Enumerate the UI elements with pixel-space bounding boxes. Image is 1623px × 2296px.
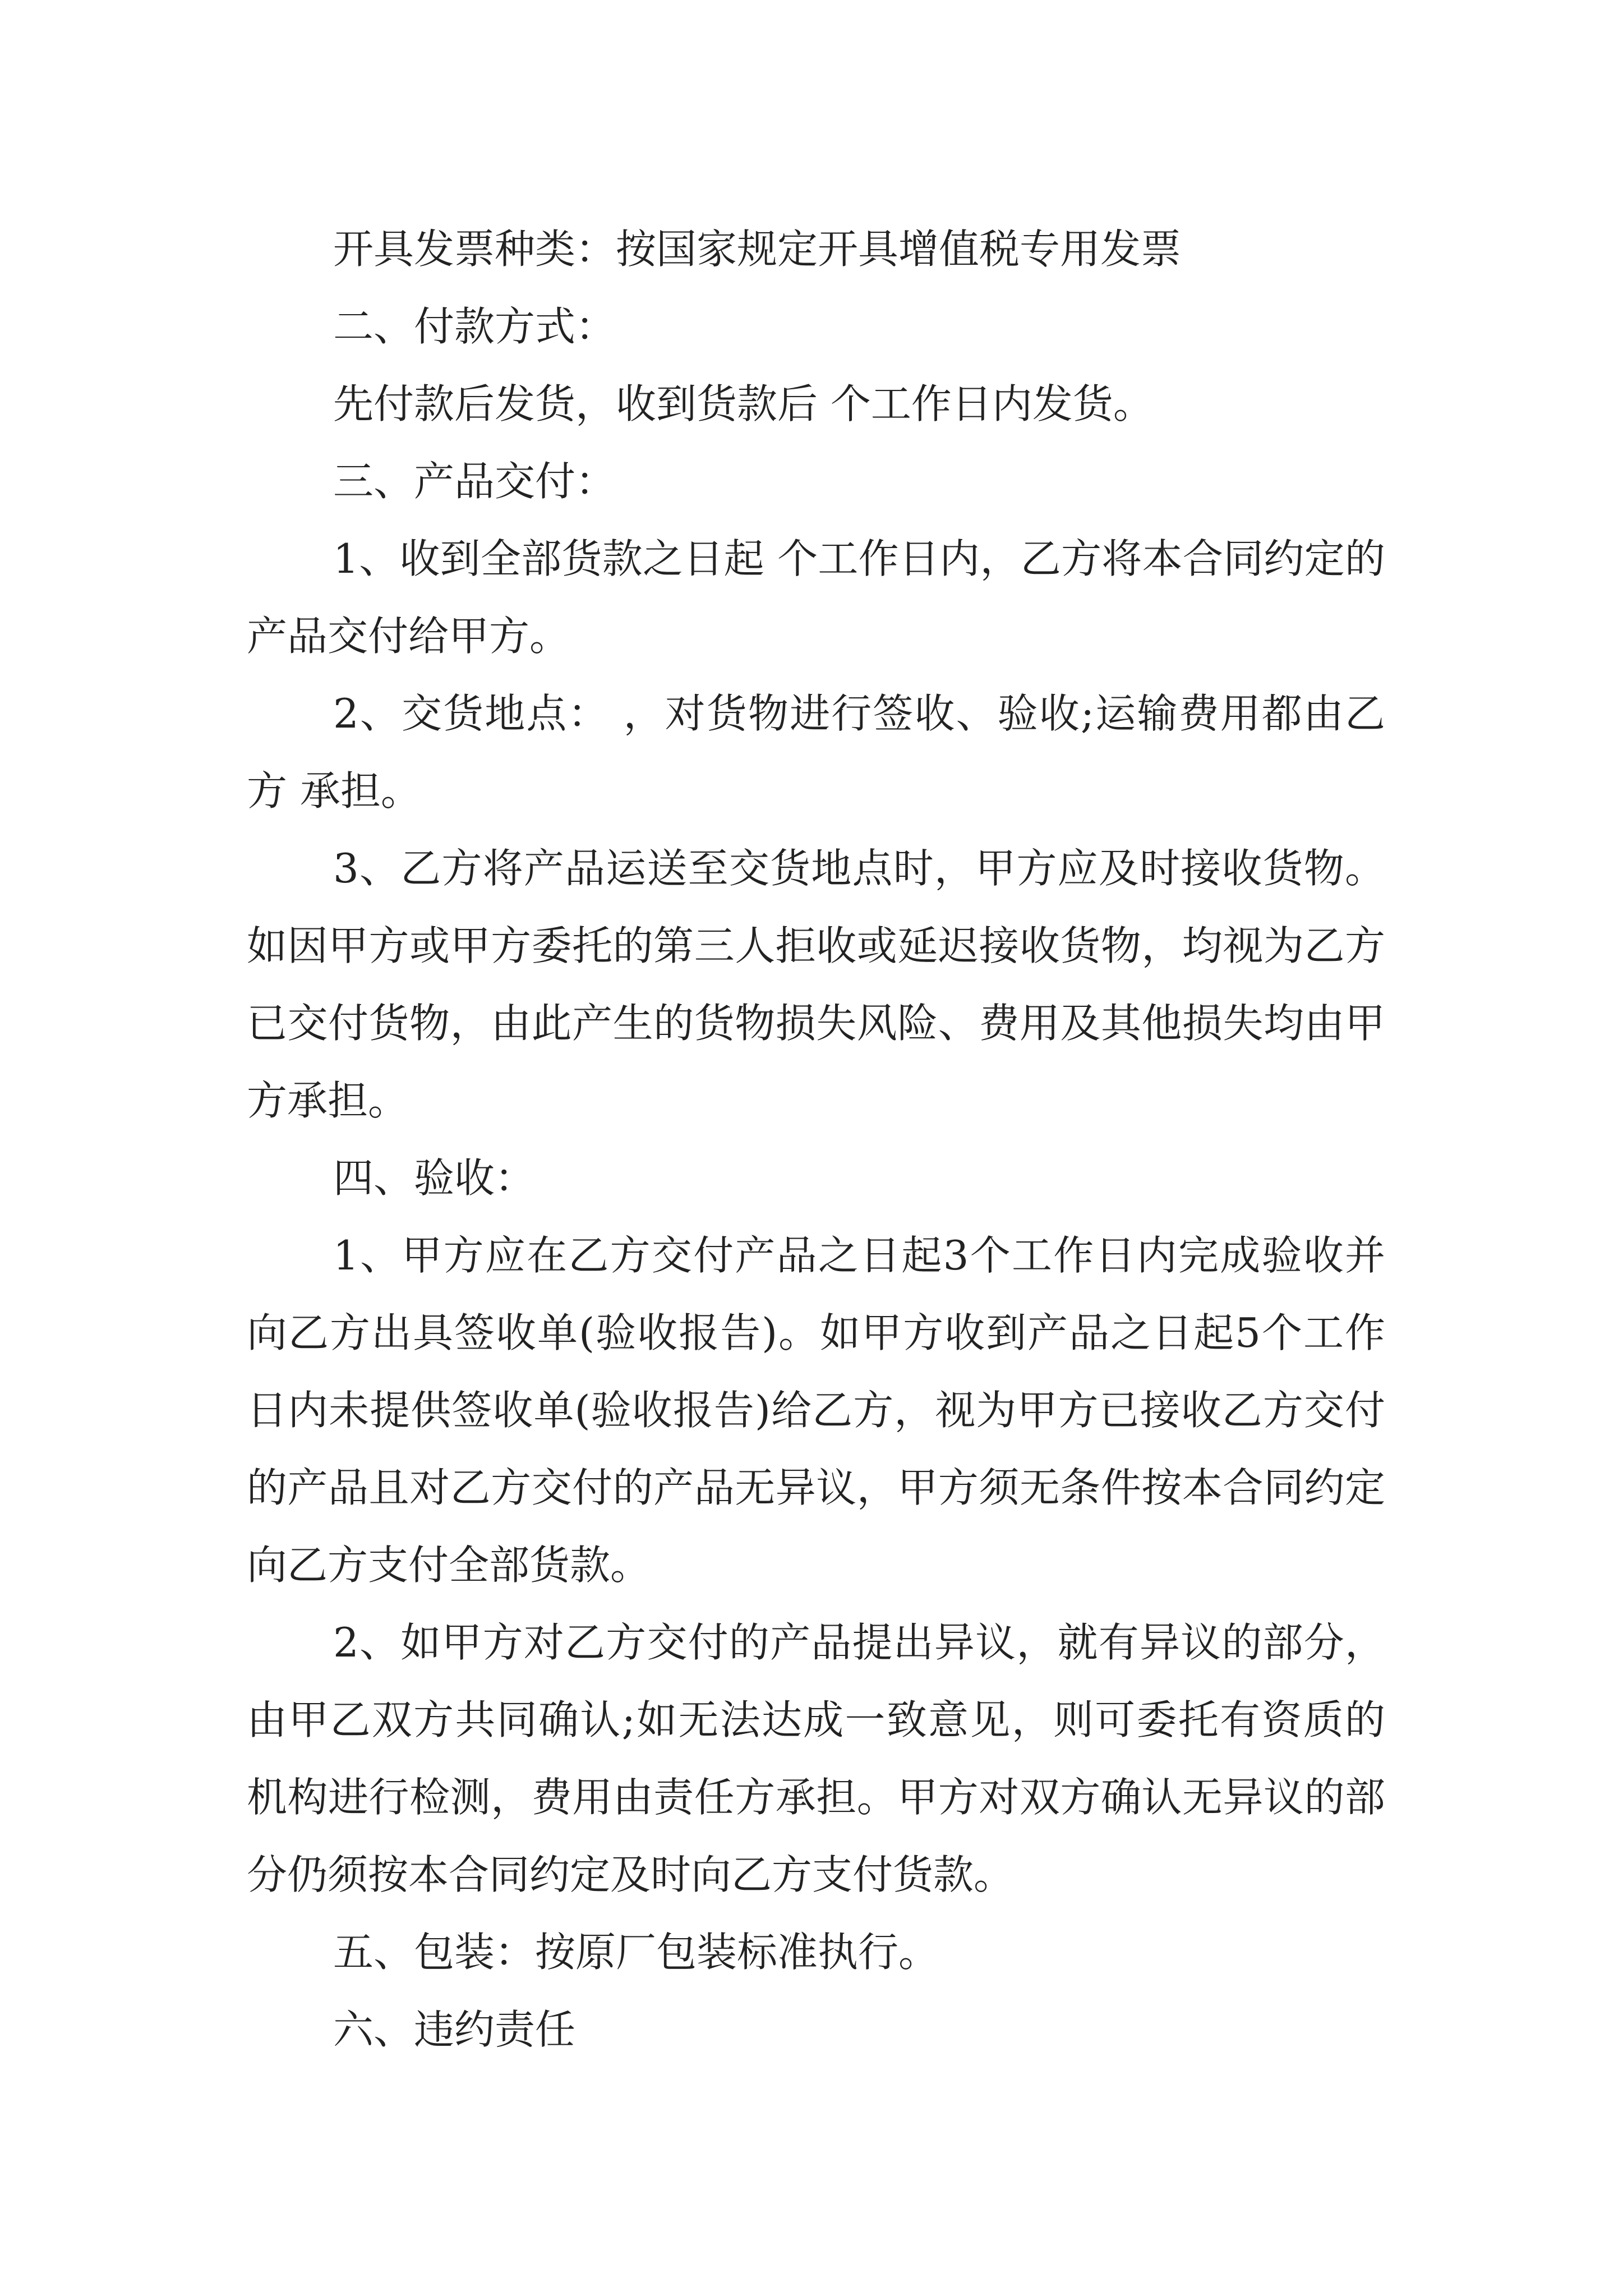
section-heading-payment: 二、付款方式： [333,303,616,350]
section-heading-packaging: 五、包装：按原厂包装标准执行。 [333,1929,939,1976]
delivery-clause-3: 3、乙方将产品运送至交货地点时，甲方应及时接收货物。如因甲方或甲方委托的第三人拒收或延迟接收货物，均视为乙方已交付货物，由此产生的货物损失风险、费用及其他损失均由甲方承担。 [247,845,1385,1124]
section-heading-acceptance: 四、验收： [333,1154,536,1202]
acceptance-clause-2: 2、如甲方对乙方交付的产品提出异议，就有异议的部分，由甲乙双方共同确认;如无法达成一致意见，则可委托有资质的机构进行检测，费用由责任方承担。甲方对双方确认无异议的部分仍须按本合同约定及时向乙方支付货款。 [247,1619,1385,1898]
acceptance-clause-1: 1、甲方应在乙方交付产品之日起3个工作日内完成验收并向乙方出具签收单(验收报告)。如甲方收到产品之日起5个工作日内未提供签收单(验收报告)给乙方，视为甲方已接收乙方交付的产品且对乙方交付的产品无异议，甲方须无条件按本合同约定向乙方支付全部货款。 [247,1232,1385,1589]
invoice-type-paragraph: 开具发票种类：按国家规定开具增值税专用发票 [333,226,1182,273]
contract-body [247,210,1385,2068]
delivery-clause-1: 1、收到全部货款之日起 个工作日内，乙方将本合同约定的产品交付给甲方。 [247,535,1385,660]
section-heading-liability: 六、违约责任 [333,2006,576,2053]
section-heading-delivery: 三、产品交付： [333,458,616,505]
delivery-clause-2: 2、交货地点： ，对货物进行签收、验收;运输费用都由乙方 承担。 [247,690,1385,815]
payment-terms-paragraph: 先付款后发货，收到货款后 个工作日内发货。 [333,380,1154,427]
